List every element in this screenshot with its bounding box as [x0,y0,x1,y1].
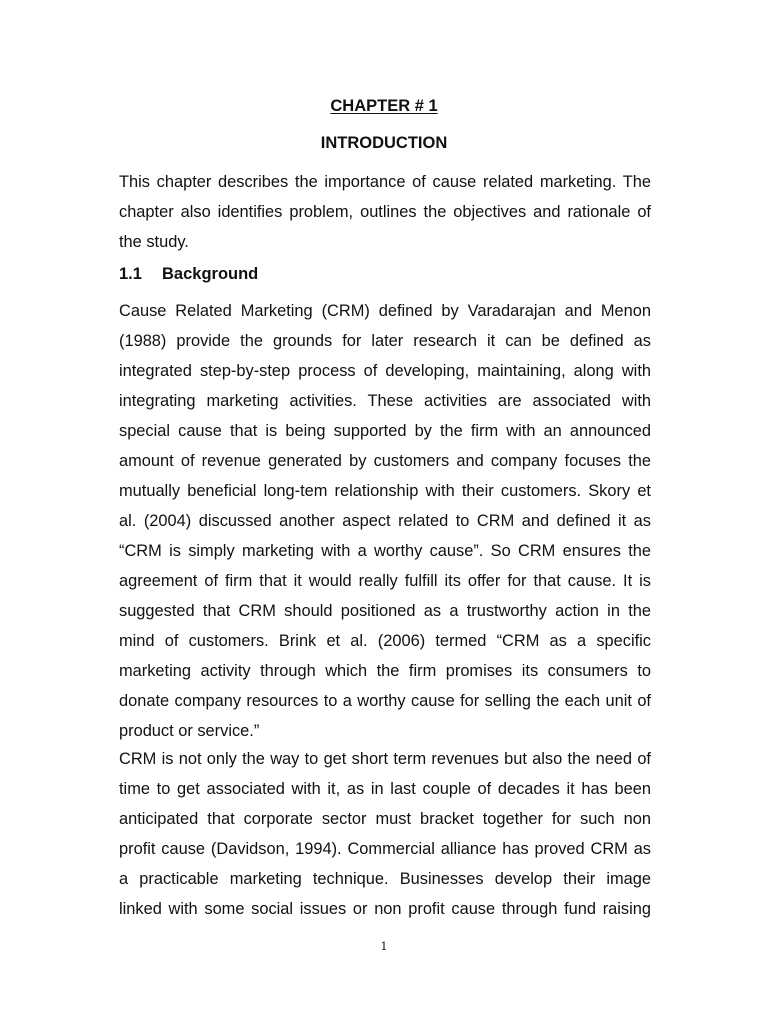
crm-line: profit cause (Davidson, 1994). Commercial alliance has proved CRM as [119,840,651,858]
section-title: Background [162,265,259,283]
background-line: (1988) provide the grounds for later research it can be defined as [119,332,651,350]
crm-paragraph [119,744,651,924]
background-line: “CRM is simply marketing with a worthy cause”. So CRM ensures the [119,542,651,560]
section-heading [119,265,258,284]
background-line: product or service.” [119,722,260,740]
crm-line: CRM is not only the way to get short term revenues but also the need of [119,750,651,768]
background-line: al. (2004) discussed another aspect related to CRM and defined it as [119,512,651,530]
background-line: marketing activity through which the firm promises its consumers to [119,662,651,680]
section-number: 1.1 [119,265,142,283]
crm-line: time to get associated with it, as in last couple of decades it has been [119,780,651,798]
crm-line: linked with some social issues or non profit cause through fund raising [119,900,651,918]
intro-line: the study. [119,233,189,251]
background-line: integrated step-by-step process of developing, maintaining, along with [119,362,651,380]
background-line: suggested that CRM should positioned as a trustworthy action in the [119,602,651,620]
background-line: integrating marketing activities. These activities are associated with [119,392,651,410]
background-line: Cause Related Marketing (CRM) defined by Varadarajan and Menon [119,302,651,320]
background-paragraph [119,296,651,746]
crm-line: anticipated that corporate sector must bracket together for such non [119,810,651,828]
crm-line: a practicable marketing technique. Businesses develop their image [119,870,651,888]
background-line: mutually beneficial long-tem relationship with their customers. Skory et [119,482,651,500]
background-line: mind of customers. Brink et al. (2006) termed “CRM as a specific [119,632,651,650]
intro-line: This chapter describes the importance of cause related marketing. The [119,173,651,191]
background-line: amount of revenue generated by customers and company focuses the [119,452,651,470]
page-number: 1 [380,940,388,953]
background-line: special cause that is being supported by the firm with an announced [119,422,651,440]
chapter-label: CHAPTER # 1 [330,97,438,115]
intro-line: chapter also identifies problem, outlines the objectives and rationale of [119,203,651,221]
background-line: donate company resources to a worthy cause for selling the each unit of [119,692,651,710]
background-line: agreement of firm that it would really fulfill its offer for that cause. It is [119,572,651,590]
intro-paragraph [119,167,651,257]
chapter-title: INTRODUCTION [320,134,448,152]
